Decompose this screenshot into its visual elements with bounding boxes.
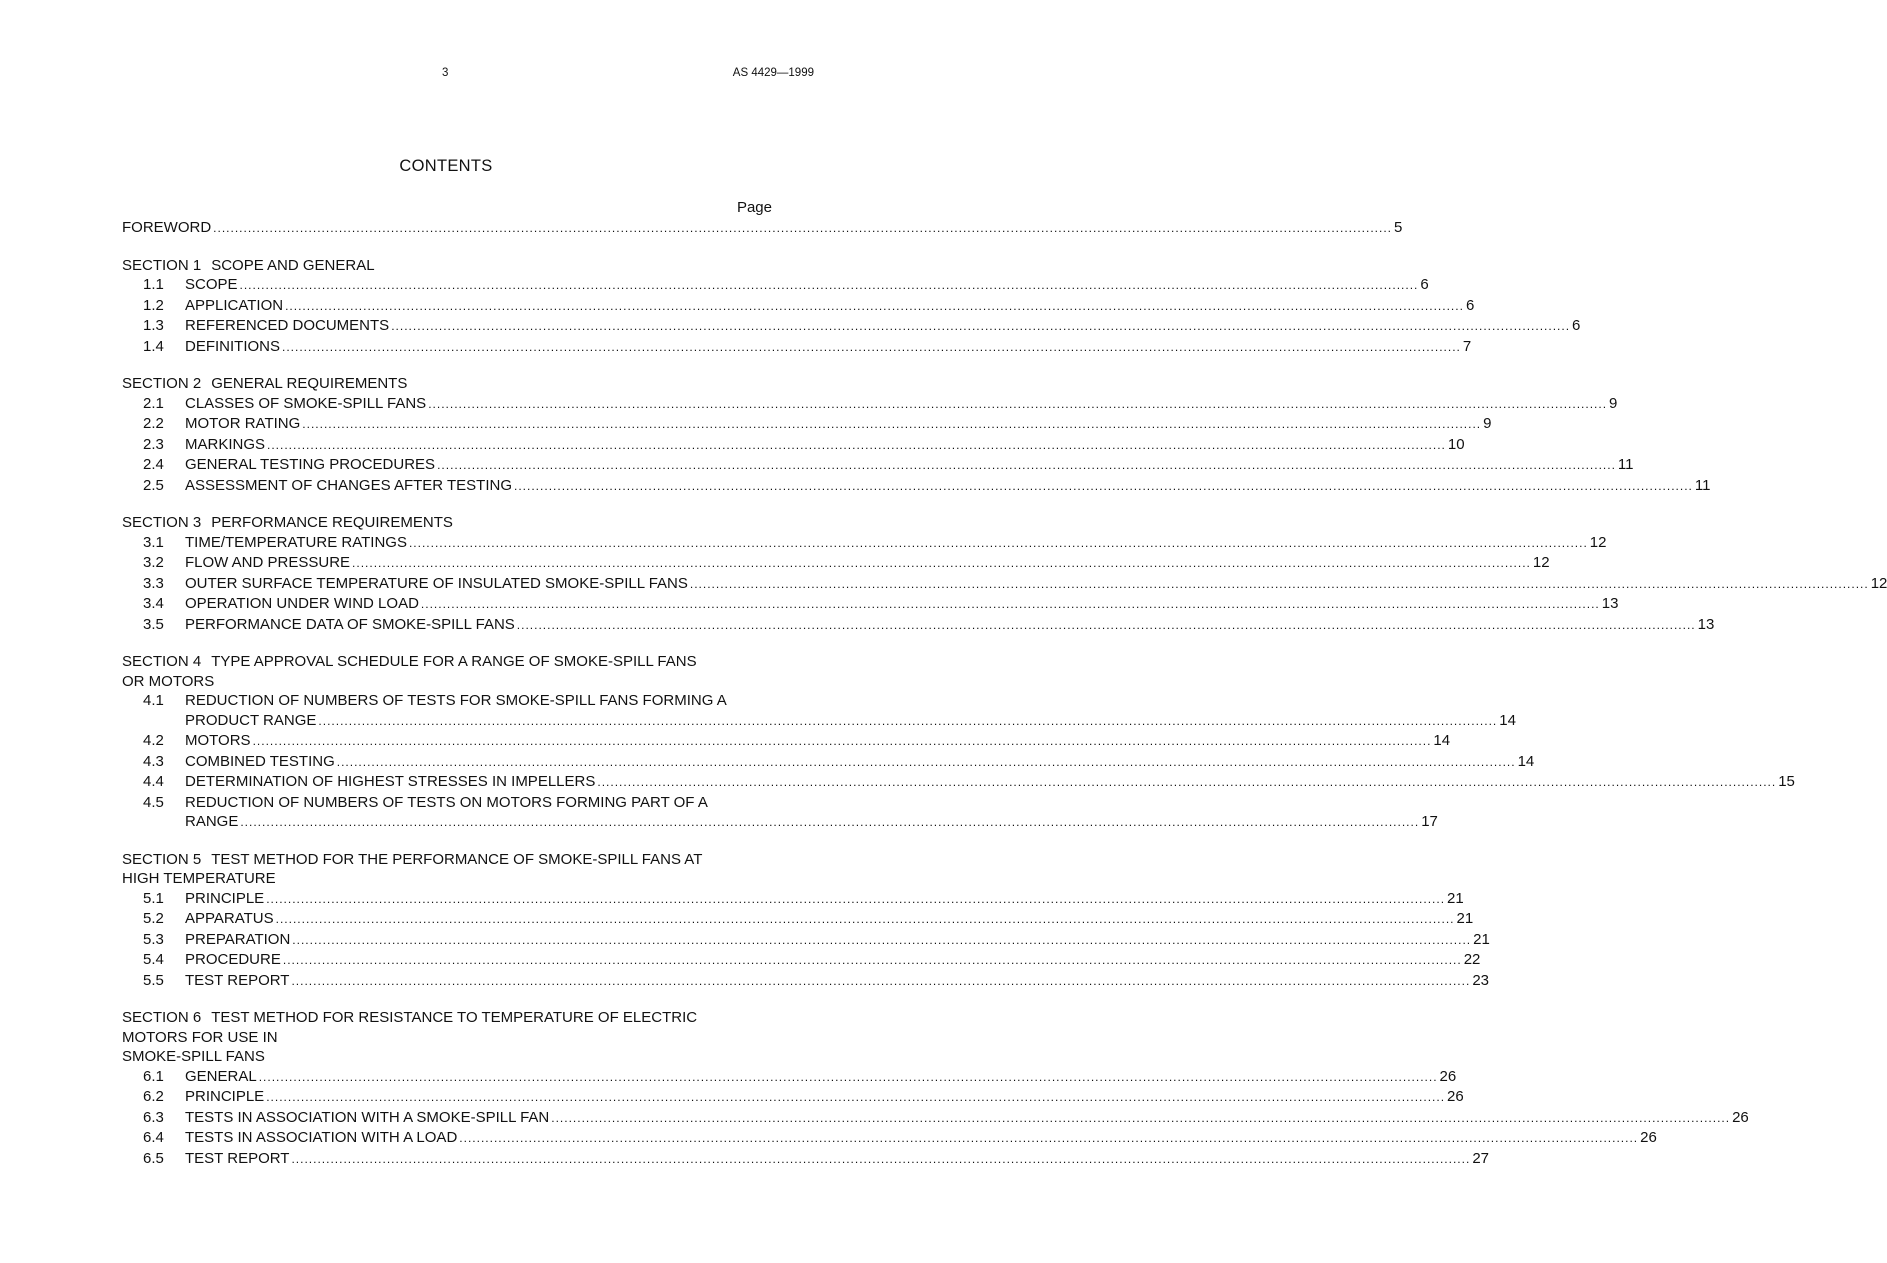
toc-entry-number: 2.1 <box>143 394 164 412</box>
section-number: SECTION 3 <box>122 514 202 531</box>
section-number: SECTION 6 <box>122 1009 202 1026</box>
toc-entry-number: 5.2 <box>143 910 164 927</box>
toc-entry-page: 12 <box>1589 533 1607 551</box>
toc-entry-page: 9 <box>1483 415 1492 432</box>
toc-entry-number: 3.2 <box>143 554 164 571</box>
toc-entry[interactable] <box>122 930 1490 951</box>
toc-entry[interactable] <box>122 1108 1749 1129</box>
toc-entry-label: REDUCTION OF NUMBERS OF TESTS ON MOTORS FORMING PART OF A <box>185 793 708 811</box>
toc-entry-page: 11 <box>1694 476 1711 494</box>
toc-entry-number: 1.4 <box>143 337 164 355</box>
toc-entry[interactable] <box>122 1128 1657 1149</box>
toc-entry-label: OUTER SURFACE TEMPERATURE OF INSULATED SMOKE-SPILL FANS <box>185 574 688 592</box>
toc-entry-label: FOREWORD <box>122 219 212 236</box>
toc-entry-label: TESTS IN ASSOCIATION WITH A SMOKE-SPILL FAN <box>185 1108 550 1126</box>
toc-entry[interactable] <box>122 971 1489 992</box>
toc-entry-number: 1.2 <box>143 296 164 314</box>
toc-entry[interactable] <box>122 1087 1464 1108</box>
toc-entry-page: 14 <box>1433 732 1451 749</box>
toc-entry-page: 9 <box>1609 394 1618 412</box>
section-heading[interactable] <box>122 513 772 533</box>
toc-entry[interactable] <box>122 455 1634 476</box>
toc-entry-number: 5.3 <box>143 930 164 948</box>
section-title: SCOPE AND GENERAL <box>211 256 375 274</box>
dot-leader <box>253 732 1432 752</box>
toc-entry[interactable] <box>122 752 1535 773</box>
toc-entry-label: FLOW AND PRESSURE <box>185 554 351 571</box>
toc-entry-page: 14 <box>1499 711 1516 729</box>
dot-leader <box>213 219 1392 239</box>
dot-leader <box>291 1150 1470 1170</box>
toc-entry-number: 1.1 <box>143 276 164 293</box>
toc-sections <box>122 256 1887 1170</box>
toc-entry-label: PERFORMANCE DATA OF SMOKE-SPILL FANS <box>185 615 515 633</box>
toc-entry-label-continued: PRODUCT RANGE <box>185 711 317 729</box>
dot-leader <box>292 931 1471 951</box>
toc-entry[interactable] <box>122 394 1618 415</box>
section-number: SECTION 1 <box>122 256 202 274</box>
dot-leader <box>266 1088 1445 1108</box>
toc-entry[interactable] <box>122 1149 1489 1170</box>
toc-entry-number: 6.5 <box>143 1149 164 1167</box>
section-title: TEST METHOD FOR RESISTANCE TO TEMPERATURE OF ELECTRIC <box>211 1009 698 1026</box>
toc-entry[interactable] <box>122 772 1795 793</box>
toc-entry[interactable] <box>122 476 1711 497</box>
toc-entry[interactable] <box>122 414 1492 435</box>
dot-leader <box>428 395 1607 415</box>
section-number: SECTION 2 <box>122 375 202 392</box>
toc-entry-label: CLASSES OF SMOKE-SPILL FANS <box>185 394 427 412</box>
toc-entry-number: 2.3 <box>143 435 164 453</box>
section-title-continued: MOTORS FOR USE IN <box>122 1028 278 1046</box>
toc-entry-number: 4.2 <box>143 732 164 749</box>
toc-entry-label: MARKINGS <box>185 435 266 453</box>
dot-leader <box>283 951 1462 971</box>
section-number: SECTION 5 <box>122 850 202 868</box>
toc-entry-label: DETERMINATION OF HIGHEST STRESSES IN IMPELLERS <box>185 773 596 790</box>
toc-entry-label: COMBINED TESTING <box>185 752 335 770</box>
toc-entry-label: PRINCIPLE <box>185 1088 265 1105</box>
toc-entry-number: 5.4 <box>143 951 164 968</box>
standard-designation: AS 4429—1999 <box>732 67 814 79</box>
toc-entry-label: TEST REPORT <box>185 971 290 989</box>
section-heading[interactable] <box>122 652 772 691</box>
dot-leader <box>276 910 1455 930</box>
dot-leader <box>517 616 1696 636</box>
section-heading[interactable] <box>122 256 772 276</box>
toc-entry[interactable] <box>122 275 1429 296</box>
toc-entry-page: 13 <box>1697 615 1715 633</box>
toc-entry-label: MOTOR RATING <box>185 415 301 432</box>
page-number: 3 <box>442 67 449 79</box>
toc-entry[interactable] <box>122 691 1516 731</box>
section-title-continued: SMOKE-SPILL FANS <box>122 1048 265 1065</box>
toc-entry[interactable] <box>122 337 1472 358</box>
toc-entry-page: 6 <box>1420 276 1429 293</box>
toc-entry-body <box>185 691 1516 731</box>
toc-entry[interactable] <box>122 1067 1457 1088</box>
toc-entry-number: 3.4 <box>143 595 164 612</box>
dot-leader <box>421 595 1600 615</box>
section-title: TEST METHOD FOR THE PERFORMANCE OF SMOKE-SPILL FANS AT <box>211 850 703 868</box>
toc-entry[interactable] <box>122 909 1474 930</box>
toc-entry-number: 4.3 <box>143 752 164 770</box>
dot-leader <box>352 554 1531 574</box>
toc-entry-page: 15 <box>1778 773 1795 790</box>
toc-entry-label: PRINCIPLE <box>185 889 265 907</box>
toc-entry-page: 21 <box>1456 910 1474 927</box>
toc-entry-page: 26 <box>1640 1129 1657 1146</box>
dot-leader <box>282 338 1461 358</box>
toc-entry[interactable] <box>122 435 1465 456</box>
dot-leader <box>514 477 1693 497</box>
toc-entry-number: 6.2 <box>143 1088 164 1105</box>
toc-entry-page: 17 <box>1421 813 1438 830</box>
toc-entry[interactable] <box>122 316 1581 337</box>
toc-entry-label: SCOPE <box>185 276 238 293</box>
toc-entry-label: GENERAL <box>185 1067 257 1085</box>
toc-entry-number: 4.4 <box>143 773 164 790</box>
toc-entry[interactable] <box>122 615 1715 636</box>
toc-entry-label: APPARATUS <box>185 910 274 927</box>
toc-entry-page: 12 <box>1532 554 1550 571</box>
toc-entry-label: MOTORS <box>185 732 251 749</box>
toc-entry-number: 3.3 <box>143 574 164 592</box>
toc-entry-page: 23 <box>1472 971 1489 989</box>
dot-leader <box>391 317 1570 337</box>
dot-leader <box>240 813 1419 833</box>
toc-entry[interactable] <box>122 533 1607 554</box>
toc-entry[interactable] <box>122 950 1481 971</box>
toc-entry-number: 3.5 <box>143 615 164 633</box>
page-column-label: Page <box>736 199 772 216</box>
toc-entry-page: 11 <box>1617 456 1634 473</box>
dot-leader <box>337 753 1516 773</box>
toc-entry-number: 5.5 <box>143 971 164 989</box>
toc-entry-page: 21 <box>1447 889 1464 907</box>
toc-entry-page: 27 <box>1472 1149 1489 1167</box>
toc-entry-page: 22 <box>1463 951 1481 968</box>
dot-leader <box>266 890 1445 910</box>
section-title-continued: OR MOTORS <box>122 672 215 690</box>
toc-entry-label: REFERENCED DOCUMENTS <box>185 317 390 334</box>
dot-leader <box>318 712 1497 732</box>
toc-entry-number: 4.5 <box>143 793 164 811</box>
toc-entry-page: 13 <box>1601 595 1619 612</box>
section-heading[interactable] <box>122 374 772 394</box>
toc-entry-page: 14 <box>1517 752 1535 770</box>
toc-entry[interactable] <box>122 594 1619 615</box>
dot-leader <box>409 534 1588 554</box>
toc-entry-page: 21 <box>1473 930 1490 948</box>
toc-entry-number: 2.4 <box>143 456 164 473</box>
toc-entry-page: 6 <box>1465 296 1475 314</box>
dot-leader <box>291 972 1470 992</box>
toc-entry-label: REDUCTION OF NUMBERS OF TESTS FOR SMOKE-SPILL FANS FORMING A <box>185 692 727 709</box>
toc-entry-number: 2.2 <box>143 415 164 432</box>
toc-entry-label: TESTS IN ASSOCIATION WITH A LOAD <box>185 1129 458 1146</box>
toc-entry-foreword[interactable] <box>122 218 1403 239</box>
toc-entry-label-continued: RANGE <box>185 813 239 830</box>
toc-entry-label: GENERAL TESTING PROCEDURES <box>185 456 436 473</box>
dot-leader <box>302 415 1481 435</box>
toc-entry[interactable] <box>122 553 1550 574</box>
toc-entry-page: 26 <box>1447 1088 1464 1105</box>
toc-entry-label: DEFINITIONS <box>185 337 281 355</box>
toc-entry-line <box>185 711 1516 732</box>
page-title: CONTENTS <box>399 157 493 175</box>
toc-entry-page: 26 <box>1439 1067 1457 1085</box>
dot-leader <box>690 575 1869 595</box>
toc-entry-label: OPERATION UNDER WIND LOAD <box>185 595 419 612</box>
dot-leader <box>240 276 1419 296</box>
toc-entry-label: TIME/TEMPERATURE RATINGS <box>185 533 407 551</box>
toc-entry-label: PROCEDURE <box>185 951 281 968</box>
toc-entry-body <box>185 793 1438 833</box>
toc-entry-label: TEST REPORT <box>185 1149 290 1167</box>
section-heading[interactable] <box>122 1008 772 1067</box>
toc-entry-page: 7 <box>1462 337 1472 355</box>
dot-leader <box>459 1129 1638 1149</box>
toc-entry-page: 6 <box>1572 317 1581 334</box>
toc-entry-page: 5 <box>1394 219 1403 236</box>
toc-entry[interactable] <box>122 731 1451 752</box>
dot-leader <box>437 456 1616 476</box>
toc-entry-number: 6.3 <box>143 1108 164 1126</box>
dot-leader <box>285 297 1464 317</box>
toc-entry-line <box>185 812 1438 833</box>
toc-entry-label: PREPARATION <box>185 930 291 948</box>
toc-entry-number: 3.1 <box>143 533 164 551</box>
dot-leader <box>267 436 1446 456</box>
toc-entry-page: 26 <box>1732 1108 1749 1126</box>
section-title-continued: HIGH TEMPERATURE <box>122 870 276 887</box>
toc-entry-number: 6.4 <box>143 1129 164 1146</box>
toc-entry-number: 4.1 <box>143 692 164 709</box>
toc-entry-number: 6.1 <box>143 1067 164 1085</box>
table-of-contents <box>122 198 1887 1169</box>
section-title: TYPE APPROVAL SCHEDULE FOR A RANGE OF SMOKE-SPILL FANS <box>211 653 697 670</box>
section-heading[interactable] <box>122 850 772 889</box>
toc-entry[interactable] <box>122 889 1464 910</box>
toc-entry[interactable] <box>122 296 1475 317</box>
toc-entry-label: APPLICATION <box>185 296 284 314</box>
toc-entry-number: 1.3 <box>143 317 164 334</box>
toc-entry-page: 10 <box>1447 435 1465 453</box>
toc-entry-number: 5.1 <box>143 889 164 907</box>
toc-entry-number: 2.5 <box>143 476 164 494</box>
dot-leader <box>259 1068 1438 1088</box>
dot-leader <box>551 1109 1730 1129</box>
section-number: SECTION 4 <box>122 653 202 670</box>
toc-entry-page: 12 <box>1870 574 1887 592</box>
toc-entry[interactable] <box>122 574 1887 595</box>
toc-entry[interactable] <box>122 793 1438 833</box>
dot-leader <box>597 773 1776 793</box>
section-title: PERFORMANCE REQUIREMENTS <box>211 514 453 531</box>
toc-entry-label: ASSESSMENT OF CHANGES AFTER TESTING <box>185 476 513 494</box>
section-title: GENERAL REQUIREMENTS <box>211 375 408 392</box>
